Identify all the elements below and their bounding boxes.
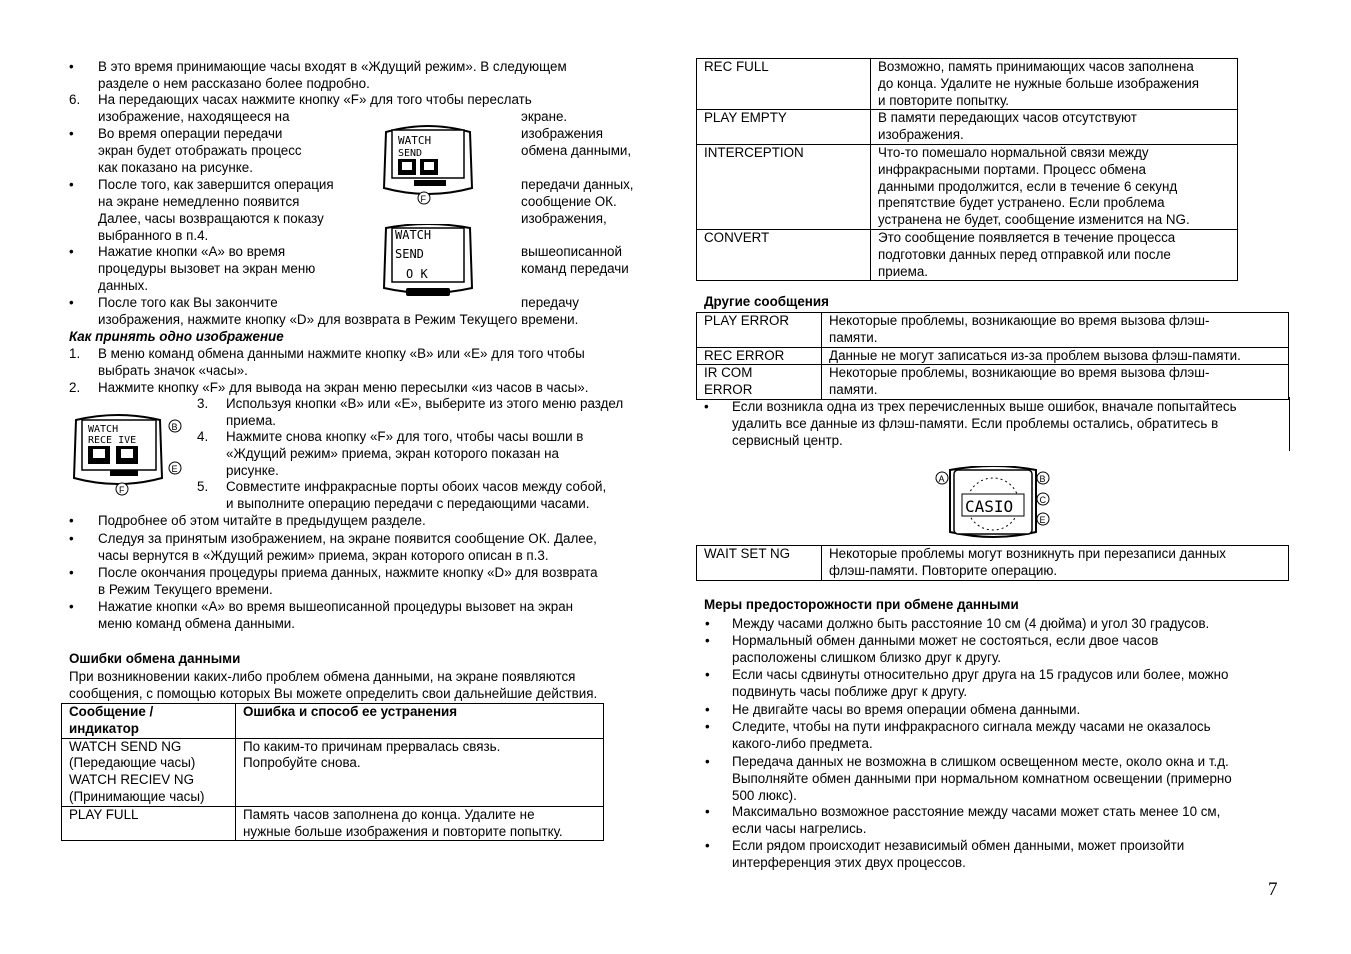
list-item-text: приема. <box>226 413 276 428</box>
description-cell: Некоторые проблемы, возникающие во время вызова флэш- памяти. <box>822 365 1289 400</box>
list-item-text: После того, как завершится операция <box>98 177 334 192</box>
list-item-text: Если часы сдвинуты относительно друг друга на 15 градусов или более, можно <box>732 667 1229 682</box>
table-row <box>697 347 1289 365</box>
message-cell: REC FULL <box>697 59 871 110</box>
list-item-text: расположены слишком близко друг к другу. <box>732 650 1001 665</box>
list-item-text: «Ждущий режим» приема, экран которого показан на <box>226 446 559 461</box>
errors-heading: Ошибки обмена данными <box>69 651 241 666</box>
list-item-text-continued: изображения, <box>521 211 607 226</box>
list-item-text: в Режим Текущего времени. <box>98 582 273 597</box>
list-marker: 2. <box>69 380 81 395</box>
table-note <box>696 397 1290 451</box>
list-item-text: После того как Вы закончите <box>98 295 278 310</box>
description-cell: В памяти передающих часов отсутствуют изображения. <box>871 110 1238 145</box>
list-item-text: Передача данных не возможна в слишком освещенном месте, около окна и т.д. <box>732 754 1229 769</box>
watch-button-f: F <box>119 485 125 495</box>
list-item-text: данных. <box>98 278 149 293</box>
description-cell: Некоторые проблемы, возникающие во время вызова флэш- памяти. <box>822 313 1289 348</box>
receive-heading: Как принять одно изображение <box>69 329 284 344</box>
list-item-text: Нажмите снова кнопку «F» для того, чтобы часы вошли в <box>226 429 584 444</box>
list-item-text: на экране немедленно появится <box>98 194 300 209</box>
list-marker: • <box>705 838 710 853</box>
list-marker: • <box>69 59 74 74</box>
watch-button-e: E <box>171 464 178 474</box>
list-item-text: разделе о нем рассказано более подробно. <box>98 76 370 91</box>
description-cell: Некоторые проблемы могут возникнуть при перезаписи данных флэш-памяти. Повторите операцию. <box>822 546 1289 581</box>
casio-watch-illustration <box>932 466 1054 542</box>
table-row <box>62 806 604 841</box>
message-cell: PLAY EMPTY <box>697 110 871 145</box>
list-marker: • <box>705 667 710 682</box>
list-marker: 1. <box>69 346 81 361</box>
watch-receive-illustration <box>68 412 186 498</box>
message-cell: INTERCEPTION <box>697 144 871 229</box>
list-marker: • <box>705 616 710 631</box>
list-item-text: выбранного в п.4. <box>98 228 209 243</box>
list-marker: • <box>705 719 710 734</box>
list-item-text: В меню команд обмена данными нажмите кнопку «В» или «Е» для того чтобы <box>98 346 585 361</box>
table-row <box>697 365 1289 400</box>
list-marker: • <box>69 244 74 259</box>
casio-button-b: B <box>1039 474 1046 484</box>
note-text: Если возникла одна из трех перечисленных выше ошибок, вначале попытайтесь <box>732 399 1237 414</box>
list-item-text-continued: вышеописанной <box>521 244 622 259</box>
list-item-text: Выполняйте обмен данными при нормальном комнатном освещении (примерно <box>732 771 1232 786</box>
list-item-text: Во время операции передачи <box>98 126 283 141</box>
message-cell: WATCH SEND NG (Передающие часы) WATCH RECIEV NG (Принимающие часы) <box>62 738 236 806</box>
list-marker: • <box>69 531 74 546</box>
list-item-text: часы вернутся в «Ждущий режим» приема, экран которого описан в п.3. <box>98 548 549 563</box>
list-item-text: выбрать значок «часы». <box>98 363 248 378</box>
list-item-text: Если рядом происходит независимый обмен данными, может произойти <box>732 838 1185 853</box>
watch-send-ok-illustration <box>376 224 480 300</box>
watch-button-b: B <box>171 422 178 432</box>
message-cell: REC ERROR <box>697 347 822 365</box>
header-cell-message: Сообщение / индикатор <box>62 704 236 739</box>
watch-label-top: WATCH <box>398 134 432 147</box>
list-item-text: подвинуть часы поближе друг к другу. <box>732 684 968 699</box>
list-item-text: Совместите инфракрасные порты обоих часов между собой, <box>226 479 607 494</box>
list-marker: • <box>69 126 74 141</box>
table-row <box>697 59 1238 110</box>
list-item-text: Между часами должно быть расстояние 10 см (4 дюйма) и угол 30 градусов. <box>732 616 1210 631</box>
list-item-text: Следите, чтобы на пути инфракрасного сигнала между часами не оказалось <box>732 719 1211 734</box>
list-marker: 6. <box>69 92 81 107</box>
list-marker: • <box>69 513 74 528</box>
list-item-text: На передающих часах нажмите кнопку «F» для того чтобы переслать <box>98 92 532 107</box>
list-item-text: меню команд обмена данными. <box>98 616 295 631</box>
list-marker: • <box>69 177 74 192</box>
list-marker: • <box>705 702 710 717</box>
description-cell: Что-то помешало нормальной связи между инфракрасными портами. Процесс обмена данными продолжится, если в течение 6 секунд препятствие будет устранено. Если проблема устранена не будет, сообщение изменится на NG. <box>871 144 1238 229</box>
list-marker: • <box>704 399 709 414</box>
list-item-text: Нажатие кнопки «А» во время вышеописанной процедуры вызовет на экран <box>98 599 574 614</box>
list-marker: 3. <box>197 396 209 411</box>
watch-label-bottom: RECE IVE <box>88 435 137 446</box>
description-cell: Возможно, память принимающих часов заполнена до конца. Удалите не нужные больше изображения и повторите попытку. <box>871 59 1238 110</box>
list-item-text: рисунке. <box>226 463 279 478</box>
message-cell: CONVERT <box>697 229 871 280</box>
watch-label-ok: O K <box>406 267 428 281</box>
casio-button-a: A <box>938 474 945 484</box>
precautions-heading: Меры предосторожности при обмене данными <box>704 597 1019 612</box>
list-marker: • <box>69 295 74 310</box>
list-marker: • <box>69 565 74 580</box>
error-table-continued <box>696 58 1238 281</box>
list-item-text: Нажмите кнопку «F» для вывода на экран меню пересылки «из часов в часы». <box>98 380 589 395</box>
table-row <box>697 144 1238 229</box>
list-item-text: Далее, часы возвращаются к показу <box>98 211 324 226</box>
list-item-text: 500 люкс). <box>732 788 797 803</box>
wait-set-table <box>696 545 1289 581</box>
list-item-text-continued: экране. <box>521 109 568 124</box>
list-item-text: Используя кнопки «В» или «Е», выберите из этого меню раздел <box>226 396 624 411</box>
list-item-text: изображения, нажмите кнопку «D» для возврата в Режим Текущего времени. <box>98 312 579 327</box>
table-row <box>697 546 1289 581</box>
casio-label: CASIO <box>965 497 1014 516</box>
watch-label-top: WATCH <box>395 228 432 242</box>
casio-button-e: E <box>1039 515 1046 525</box>
errors-intro-line-2: сообщения, с помощью которых Вы можете определить свои дальнейшие действия. <box>69 686 598 701</box>
list-item-text: изображение, находящееся на <box>98 109 290 124</box>
list-item-text-continued: передачи данных, <box>521 177 634 192</box>
list-item-text: и выполните операцию передачи с передающими часами. <box>226 496 590 511</box>
list-item-text: Нажатие кнопки «А» во время <box>98 244 286 259</box>
list-marker: • <box>705 633 710 648</box>
watch-label-bottom: SEND <box>398 148 423 159</box>
table-row <box>62 738 604 806</box>
list-item-text: процедуры вызовет на экран меню <box>98 261 316 276</box>
list-item-text: Следуя за принятым изображением, на экране появится сообщение ОК. Далее, <box>98 531 597 546</box>
list-item-text-continued: передачу <box>521 295 579 310</box>
message-cell: IR COM ERROR <box>697 365 822 400</box>
message-cell: WAIT SET NG <box>697 546 822 581</box>
table-row <box>697 110 1238 145</box>
table-row <box>697 229 1238 280</box>
list-item-text-continued: команд передачи <box>521 261 629 276</box>
watch-label-mid: SEND <box>395 247 424 261</box>
description-cell: Память часов заполнена до конца. Удалите не нужные больше изображения и повторите попытку. <box>236 806 604 841</box>
list-item-text: В это время принимающие часы входят в «Ждущий режим». В следующем <box>98 59 567 74</box>
list-item-text: какого-либо предмета. <box>732 736 873 751</box>
header-cell-error: Ошибка и способ ее устранения <box>236 704 604 739</box>
list-item-text: Максимально возможное расстояние между часами может стать менее 10 см, <box>732 804 1221 819</box>
list-item-text: если часы нагрелись. <box>732 821 867 836</box>
message-cell: PLAY ERROR <box>697 313 822 348</box>
other-messages-heading: Другие сообщения <box>704 294 829 309</box>
description-cell: Это сообщение появляется в течение процесса подготовки данных перед отправкой или после приема. <box>871 229 1238 280</box>
table-row <box>697 313 1289 348</box>
note-text: сервисный центр. <box>732 433 843 448</box>
note-text: удалить все данные из флэш-памяти. Если проблемы остались, обратитесь в <box>732 416 1219 431</box>
list-item-text: экран будет отображать процесс <box>98 143 302 158</box>
list-marker: • <box>705 754 710 769</box>
list-item-text-continued: изображения <box>521 126 604 141</box>
list-item-text-continued: обмена данными, <box>521 143 632 158</box>
list-marker: 5. <box>197 479 209 494</box>
list-marker: 4. <box>197 429 209 444</box>
list-item-text: Нормальный обмен данными может не состояться, если двое часов <box>732 633 1159 648</box>
list-marker: • <box>705 804 710 819</box>
list-marker: • <box>69 599 74 614</box>
list-item-text-continued: сообщение ОК. <box>521 194 617 209</box>
list-item-text: интерференция этих двух процессов. <box>732 855 966 870</box>
watch-button-f: F <box>420 194 426 204</box>
watch-label-top: WATCH <box>88 424 119 435</box>
description-cell: Данные не могут записаться из-за проблем вызова флэш-памяти. <box>822 347 1289 365</box>
list-item-text: Подробнее об этом читайте в предыдущем разделе. <box>98 513 426 528</box>
description-cell: По каким-то причинам прервалась связь. Попробуйте снова. <box>236 738 604 806</box>
casio-button-c: C <box>1039 495 1046 505</box>
page-number: 7 <box>1268 879 1278 900</box>
table-header-row <box>62 704 604 739</box>
message-cell: PLAY FULL <box>62 806 236 841</box>
errors-intro-line-1: При возникновении каких-либо проблем обмена данными, на экране появляются <box>69 669 576 684</box>
error-table <box>61 703 604 841</box>
watch-send-illustration <box>376 122 480 208</box>
list-item-text: Не двигайте часы во время операции обмена данными. <box>732 702 1081 717</box>
other-messages-table <box>696 312 1289 400</box>
list-item-text: как показано на рисунке. <box>98 160 253 175</box>
list-item-text: После окончания процедуры приема данных, нажмите кнопку «D» для возврата <box>98 565 598 580</box>
